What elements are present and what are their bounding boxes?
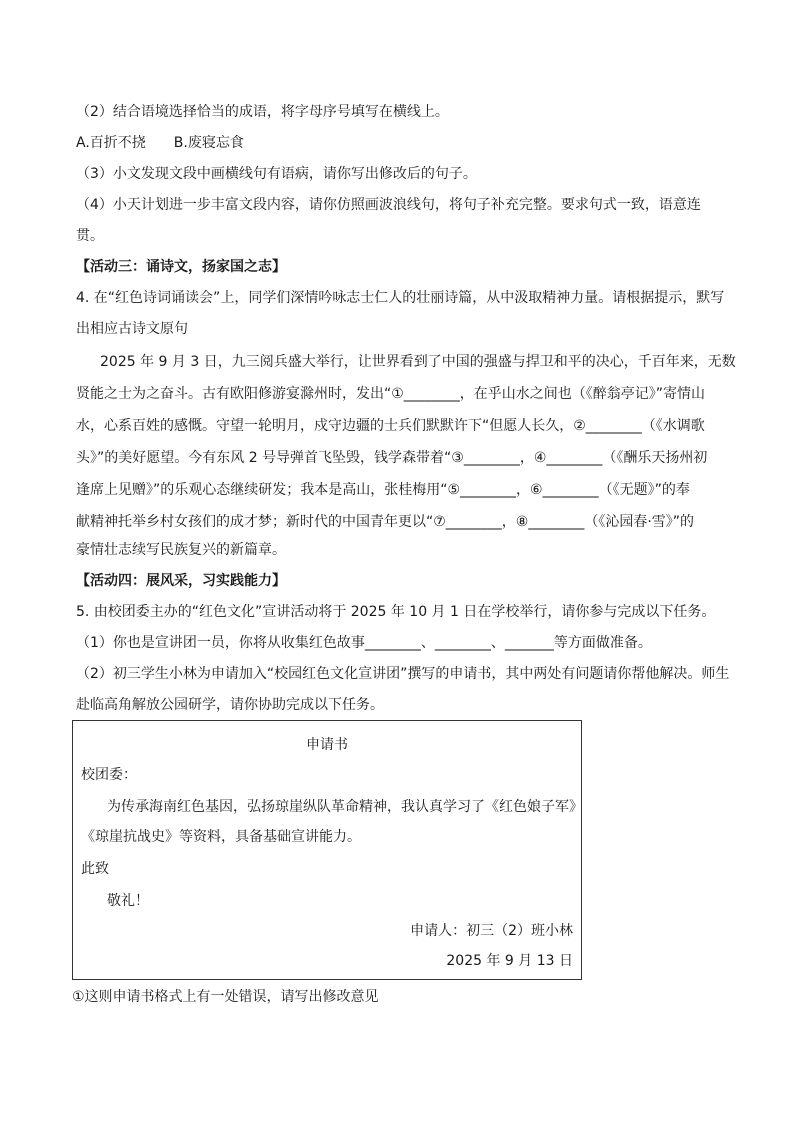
letter-date: 2025 年 9 月 13 日 — [446, 953, 573, 969]
letter-closing-ci-zhi: 此致 — [81, 861, 109, 877]
letter-title: 申请书 — [306, 737, 348, 753]
letter-salutation: 校团委： — [81, 767, 137, 783]
poetry-passage-line: 水，心系百姓的感慨。守望一轮明月，戍守边疆的士兵们默默许下“但愿人长久，②________（《水调歌 — [76, 418, 705, 434]
question-5-2-prompt-cont: 赴临高角解放公园研学，请你协助完成以下任务。 — [76, 697, 384, 713]
poetry-passage-line: 献精神托举乡村女孩们的成才梦；新时代的中国青年更以“⑦________，⑧________（《沁园春·雪》”的 — [76, 514, 695, 530]
letter-body-line: 《琼崖抗战史》等资料，具备基础宣讲能力。 — [81, 829, 361, 845]
question-5-1-prompt: （1）你也是宣讲团一员，你将从收集红色故事________、________、_______等方面做准备。 — [76, 635, 652, 651]
question-4-intro-cont: 出相应古诗文原句 — [76, 321, 188, 337]
poetry-passage-line: 2025 年 9 月 3 日，九三阅兵盛大举行，让世界看到了中国的强盛与捍卫和平的决心，千百年来，无数 — [100, 354, 736, 370]
question-5-2-subtask-1: ①这则申请书格式上有一处错误，请写出修改意见 — [72, 989, 379, 1005]
application-letter-box — [72, 720, 582, 980]
question-2-prompt: （2）结合语境选择恰当的成语，将字母序号填写在横线上。 — [76, 104, 449, 120]
question-3-prompt: （3）小文发现文段中画横线句有语病，请你写出修改后的句子。 — [76, 166, 477, 182]
question-5-intro: 5. 由校团委主办的“红色文化”宣讲活动将于 2025 年 10 月 1 日在学校举行，请你参与完成以下任务。 — [76, 604, 716, 620]
poetry-passage-line: 逢席上见赠》”的乐观心态继续研发；我本是高山，张桂梅用“⑤________，⑥________（《无题》”的奉 — [76, 482, 690, 498]
idiom-options: A.百折不挠 B.废寝忘食 — [76, 135, 244, 151]
poetry-passage-line: 豪情壮志续写民族复兴的新篇章。 — [76, 542, 286, 558]
letter-body-line: 为传承海南红色基因，弘扬琼崖纵队革命精神，我认真学习了《红色娘子军》 — [107, 799, 583, 815]
question-4-prompt: （4）小天计划进一步丰富文段内容，请你仿照画波浪线句，将句子补充完整。要求句式一致，语意连 — [76, 197, 701, 213]
question-4-intro: 4. 在“红色诗词诵读会”上，同学们深情吟咏志士仁人的壮丽诗篇，从中汲取精神力量。请根据提示，默写 — [76, 290, 725, 306]
activity-4-heading: 【活动四：展风采，习实践能力】 — [76, 573, 286, 589]
activity-3-heading: 【活动三：诵诗文，扬家国之志】 — [76, 259, 286, 275]
letter-closing-jing-li: 敬礼！ — [107, 893, 149, 909]
question-5-2-prompt: （2）初三学生小林为申请加入“校园红色文化宣讲团”撰写的申请书，其中两处有问题请你帮他解决。师生 — [76, 666, 730, 682]
letter-signature: 申请人：初三（2）班小林 — [410, 923, 573, 939]
poetry-passage-line: 头》”的美好愿望。今有东风 2 号导弹首飞坠毁，钱学森带着“③________，④________（《酬乐天扬州初 — [76, 450, 708, 466]
poetry-passage-line: 贤能之士为之奋斗。古有欧阳修游宴滁州时，发出“①________，在乎山水之间也（《醉翁亭记》”寄情山 — [76, 386, 706, 402]
question-4-prompt-cont: 贯。 — [76, 228, 104, 244]
